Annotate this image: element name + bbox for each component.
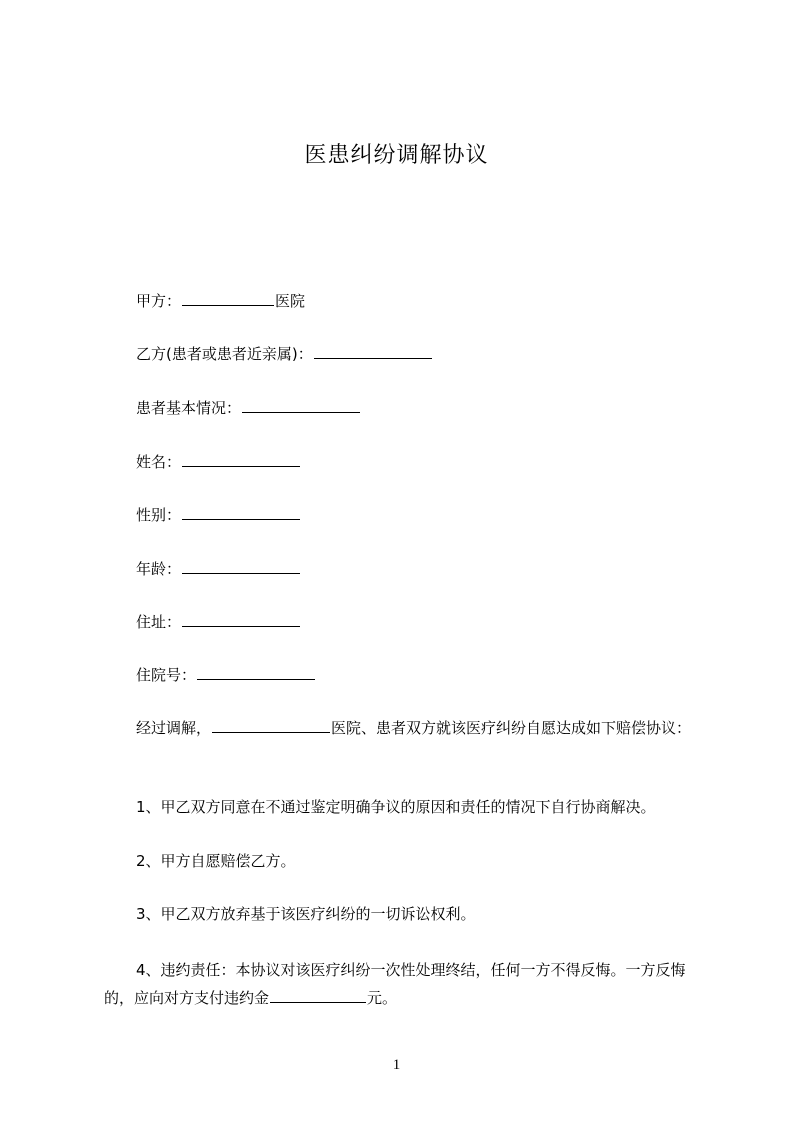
party-a-suffix: 医院 — [275, 292, 306, 310]
admission-no-blank — [197, 664, 315, 680]
address-line — [136, 611, 301, 633]
clause-4 — [104, 956, 704, 1012]
name-label: 姓名： — [136, 453, 182, 471]
party-a-label: 甲方： — [136, 292, 182, 310]
page-number: 1 — [392, 1057, 401, 1073]
age-blank — [182, 558, 300, 574]
mediation-suffix: 医院、患者双方就该医疗纠纷自愿达成如下赔偿协议： — [331, 719, 692, 737]
name-line — [136, 451, 301, 473]
patient-info-label: 患者基本情况： — [136, 399, 242, 417]
address-label: 住址： — [136, 613, 182, 631]
gender-label: 性别： — [136, 506, 182, 524]
clause-1: 1、甲乙双方同意在不通过鉴定明确争议的原因和责任的情况下自行协商解决。 — [136, 798, 656, 816]
clause-2: 2、甲方自愿赔偿乙方。 — [136, 852, 296, 870]
clause-4-suffix: 元。 — [367, 989, 398, 1007]
patient-info-line — [136, 397, 361, 419]
party-b-line — [136, 343, 433, 365]
age-line — [136, 558, 301, 580]
patient-info-blank — [242, 397, 360, 413]
penalty-blank — [270, 987, 366, 1003]
document-title: 医患纠纷调解协议 — [304, 143, 489, 168]
mediation-paragraph — [104, 714, 704, 742]
party-a-line — [136, 290, 305, 312]
admission-no-line — [136, 664, 316, 686]
clause-4-text: 4、违约责任：本协议对该医疗纠纷一次性处理终结，任何一方不得反悔。一方反悔的，应向对方支付违约金 — [104, 961, 686, 1007]
party-b-label: 乙方(患者或患者近亲属)： — [136, 345, 313, 363]
age-label: 年龄： — [136, 560, 182, 578]
name-blank — [182, 451, 300, 467]
mediation-blank — [212, 717, 330, 733]
party-a-blank — [182, 290, 274, 306]
admission-no-label: 住院号： — [136, 666, 197, 684]
party-b-blank — [314, 343, 432, 359]
address-blank — [182, 611, 300, 627]
clause-3: 3、甲乙双方放弃基于该医疗纠纷的一切诉讼权利。 — [136, 905, 476, 923]
gender-blank — [182, 504, 300, 520]
gender-line — [136, 504, 301, 526]
mediation-prefix: 经过调解， — [136, 719, 212, 737]
